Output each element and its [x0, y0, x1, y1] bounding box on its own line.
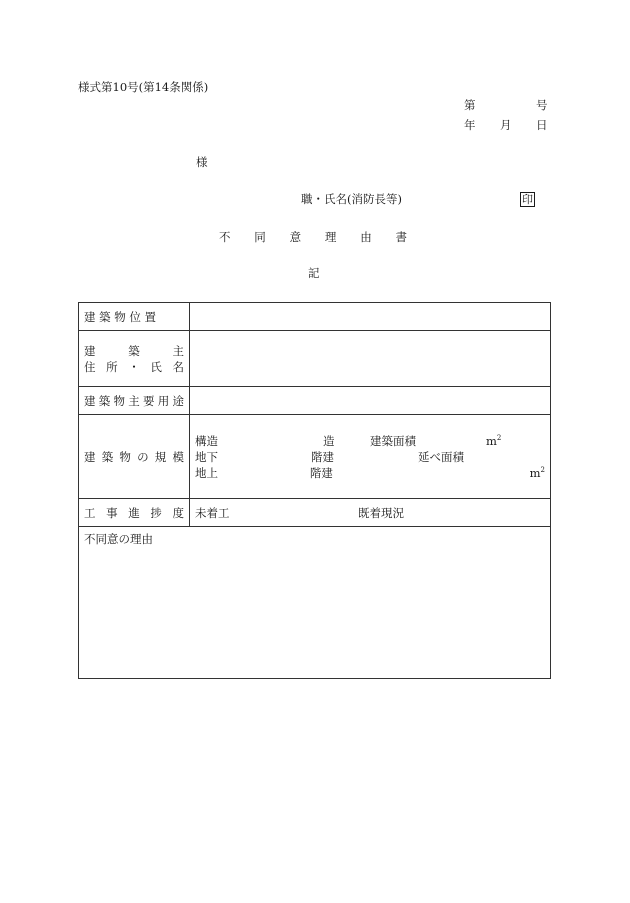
application-table: [78, 302, 551, 679]
sqm-unit: $m^2$: [486, 433, 502, 448]
sender-title-name: 職・氏名(消防長等): [301, 192, 402, 206]
not-started-option: 未着工: [195, 505, 230, 520]
scale-line-underground: 地下 階建 延べ面積: [195, 449, 464, 464]
value-building-location: [190, 303, 551, 331]
reason-cell: [79, 527, 551, 679]
date-month: 月: [500, 118, 512, 132]
title-char: 意: [289, 230, 302, 244]
value-main-use: [190, 387, 551, 415]
sqm-unit: $m^2$: [529, 465, 545, 480]
scale-line-structure: 構造 造 建築面積 $m^2$: [195, 433, 502, 448]
addressee-suffix: 様: [196, 155, 208, 169]
row-owner: [79, 331, 551, 387]
label-building-location: 建 築 物 位 置: [79, 303, 190, 331]
title-char: 同: [254, 230, 266, 244]
ki-heading: 記: [308, 266, 320, 280]
value-construction-progress: [190, 499, 551, 527]
row-reason: [79, 527, 551, 679]
row-building-location: [79, 303, 551, 331]
existing-status-option: 既着現況: [358, 505, 404, 520]
reason-label: 不同意の理由: [84, 532, 153, 546]
label-main-use: 建 築 物 主 要 用 途: [79, 387, 190, 415]
label-owner-line1: 建 築 主: [84, 343, 184, 358]
no-prefix: 第: [464, 98, 476, 112]
scale-line-aboveground: 地上 階建 $m^2$: [195, 465, 545, 480]
label-building-scale: 建 築 物 の 規 模: [79, 415, 190, 499]
date-year: 年: [464, 118, 476, 132]
title-char: 不: [219, 230, 231, 244]
label-construction-progress: 工 事 進 捗 度: [79, 499, 190, 527]
value-building-scale: [190, 415, 551, 499]
date-day: 日: [536, 118, 548, 132]
label-owner: [79, 331, 190, 387]
title-char: 理: [324, 230, 337, 244]
title-char: 由: [360, 230, 372, 244]
row-main-use: [79, 387, 551, 415]
title-char: 書: [395, 230, 407, 244]
no-suffix: 号: [536, 98, 548, 112]
row-building-scale: [79, 415, 551, 499]
seal-mark: 印: [522, 193, 533, 206]
form-number: 様式第10号(第14条関係): [78, 80, 209, 94]
value-owner: [190, 331, 551, 387]
document-title: [219, 232, 407, 244]
row-construction-progress: [79, 499, 551, 527]
label-owner-line2: 住 所 ・ 氏 名: [84, 359, 184, 374]
